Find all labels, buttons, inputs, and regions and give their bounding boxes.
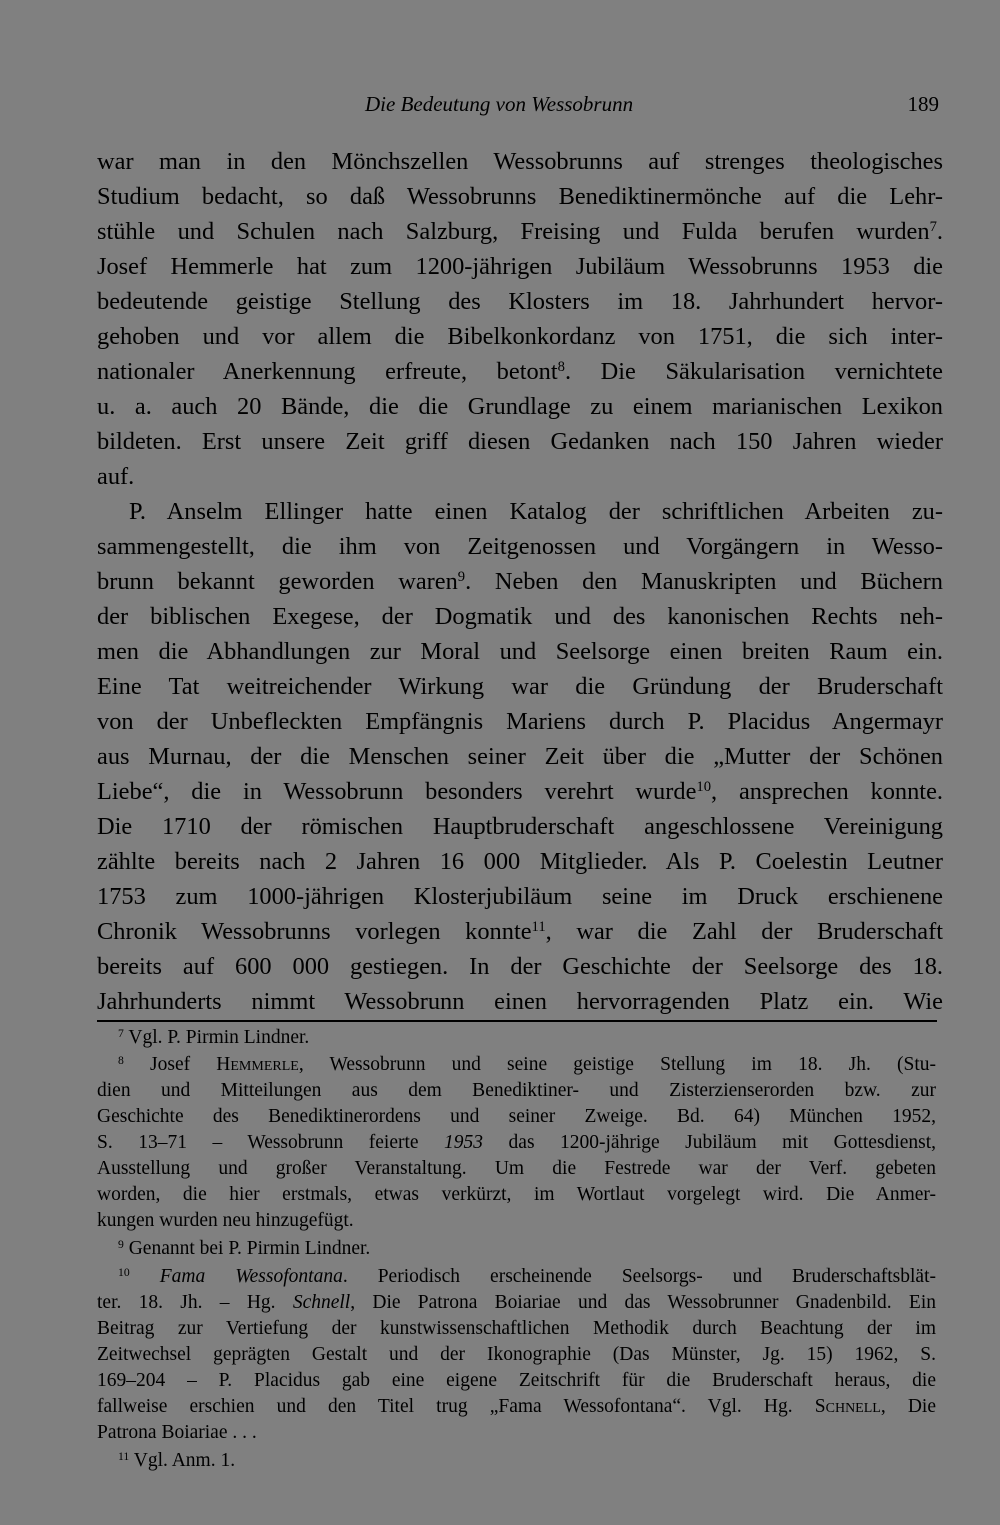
text-line: stühle und Schulen nach Salzburg, Freising und Fulda berufen wurden$^7$.: [97, 218, 943, 245]
text-line: von der Unbefleckten Empfängnis Mariens durch P. Placidus Angermayr: [97, 708, 943, 735]
running-title: Die Bedeutung von Wessobrunn: [365, 92, 634, 116]
text-line: u. a. auch 20 Bände, die die Grundlage zu einem marianischen Lexikon: [97, 393, 943, 420]
text-line: aus Murnau, der die Menschen seiner Zeit über die „Mutter der Schönen: [97, 743, 943, 770]
year-italic: 1953: [444, 1132, 484, 1153]
footnote-line: ter. 18. Jh. – Hg. Schnell, Die Patrona Boiariae und das Wessobrunner Gnadenbild. Ein: [97, 1292, 936, 1313]
footnote-divider: [97, 1020, 937, 1022]
footnote-9: $^9$ Genannt bei P. Pirmin Lindner.: [118, 1237, 371, 1259]
footnote-ref-11[interactable]: 11: [531, 918, 546, 935]
text-line: Jahrhunderts nimmt Wessobrunn einen hervorragenden Platz ein. Wie: [97, 988, 943, 1015]
text-line: war man in den Mönchszellen Wessobrunns auf strenges theologisches: [97, 148, 943, 175]
author-name: Schnell: [814, 1396, 881, 1417]
footnote-marker: 10: [118, 1265, 130, 1279]
text-line: Josef Hemmerle hat zum 1200-jährigen Jubiläum Wessobrunns 1953 die: [97, 253, 943, 280]
author-name: Schnell: [292, 1292, 351, 1313]
text-line: der biblischen Exegese, der Dogmatik und des kanonischen Rechts neh-: [97, 603, 943, 630]
running-header: [97, 89, 943, 119]
text-line: nationaler Anerkennung erfreute, betont$^8$. Die Säkularisation vernichtete: [97, 358, 943, 385]
footnote-ref-7[interactable]: 7: [929, 218, 937, 235]
text-line: bedeutende geistige Stellung des Klosters im 18. Jahrhundert hervor-: [97, 288, 943, 315]
text-line: Studium bedacht, so daß Wessobrunns Benediktinermönche auf die Lehr-: [97, 183, 943, 210]
footnote-line: worden, die hier erstmals, etwas verkürzt, im Wortlaut vorgelegt wird. Die Anmer-: [97, 1184, 936, 1205]
footnote-8: $^8$ Josef Hemmerle, Wessobrunn und seine geistige Stellung im 18. Jh. (Stu-: [118, 1053, 937, 1075]
footnote-10: $^{10}$ Fama Wessofontana. Periodisch erscheinende Seelsorgs- und Bruderschaftsblät-: [118, 1265, 937, 1287]
text-line: men die Abhandlungen zur Moral und Seelsorge einen breiten Raum ein.: [97, 638, 943, 665]
footnote-line: S. 13–71 – Wessobrunn feierte 1953 das 1200-jährige Jubiläum mit Gottesdienst,: [97, 1132, 936, 1153]
footnote-ref-8[interactable]: 8: [557, 358, 565, 375]
text-line: gehoben und vor allem die Bibelkonkordanz von 1751, die sich inter-: [97, 323, 943, 350]
footnote-ref-10[interactable]: 10: [696, 778, 712, 795]
footnote-11: $^{11}$ Vgl. Anm. 1.: [118, 1449, 236, 1471]
text-line: brunn bekannt geworden waren$^9$. Neben den Manuskripten und Büchern: [97, 568, 943, 595]
periodical-title: Fama Wessofontana: [159, 1266, 343, 1287]
footnote-line: Beitrag zur Vertiefung der kunstwissenschaftlichen Methodik durch Beachtung der im: [97, 1318, 936, 1339]
footnote-marker: 9: [118, 1237, 124, 1251]
text-line: 1753 zum 1000-jährigen Klosterjubiläum seine im Druck erschienene: [97, 883, 943, 910]
footnote-marker: 8: [118, 1053, 124, 1067]
page-number: 189: [907, 92, 939, 116]
text-line: sammengestellt, die ihm von Zeitgenossen und Vorgängern in Wesso-: [97, 533, 943, 560]
footnote-line: 169–204 – P. Placidus gab eine eigene Zeitschrift für die Bruderschaft heraus, die: [97, 1370, 936, 1391]
text-line: auf.: [97, 463, 135, 490]
footnote-line: Zeitwechsel geprägten Gestalt und der Ikonographie (Das Münster, Jg. 15) 1962, S.: [97, 1344, 936, 1365]
text-line: bereits auf 600 000 gestiegen. In der Geschichte der Seelsorge des 18.: [97, 953, 943, 980]
footnote-marker: 7: [118, 1026, 124, 1040]
footnote-line: Patrona Boiariae . . .: [97, 1422, 257, 1443]
footnote-line: Geschichte des Benediktinerordens und seiner Zweige. Bd. 64) München 1952,: [97, 1106, 936, 1127]
footnote-line: Ausstellung und großer Veranstaltung. Um die Festrede war der Verf. gebeten: [97, 1158, 936, 1179]
text-line: Die 1710 der römischen Hauptbruderschaft angeschlossene Vereinigung: [97, 813, 943, 840]
footnote-line: dien und Mitteilungen aus dem Benediktiner- und Zisterzienserorden bzw. zur: [97, 1080, 936, 1101]
footnote-marker: 11: [118, 1449, 130, 1463]
text-line: Liebe“, die in Wessobrunn besonders verehrt wurde$^{10}$, ansprechen konnte.: [97, 778, 943, 805]
text-line: P. Anselm Ellinger hatte einen Katalog der schriftlichen Arbeiten zu-: [129, 498, 943, 525]
footnote-line: kungen wurden neu hinzugefügt.: [97, 1210, 354, 1231]
footnote-ref-9[interactable]: 9: [457, 568, 466, 585]
text-line: Eine Tat weitreichender Wirkung war die Gründung der Bruderschaft: [97, 673, 943, 700]
text-line: Chronik Wessobrunns vorlegen konnte$^{11}$, war die Zahl der Bruderschaft: [97, 918, 943, 945]
footnote-7: $^7$ Vgl. P. Pirmin Lindner.: [118, 1026, 310, 1048]
footnote-line: fallweise erschien und den Titel trug „Fama Wessofontana“. Vgl. Hg. Schnell, Die: [97, 1396, 937, 1417]
text-line: zählte bereits nach 2 Jahren 16 000 Mitglieder. Als P. Coelestin Leutner: [97, 848, 943, 875]
text-line: bildeten. Erst unsere Zeit griff diesen Gedanken nach 150 Jahren wieder: [97, 428, 943, 455]
author-name: Hemmerle: [216, 1054, 299, 1075]
